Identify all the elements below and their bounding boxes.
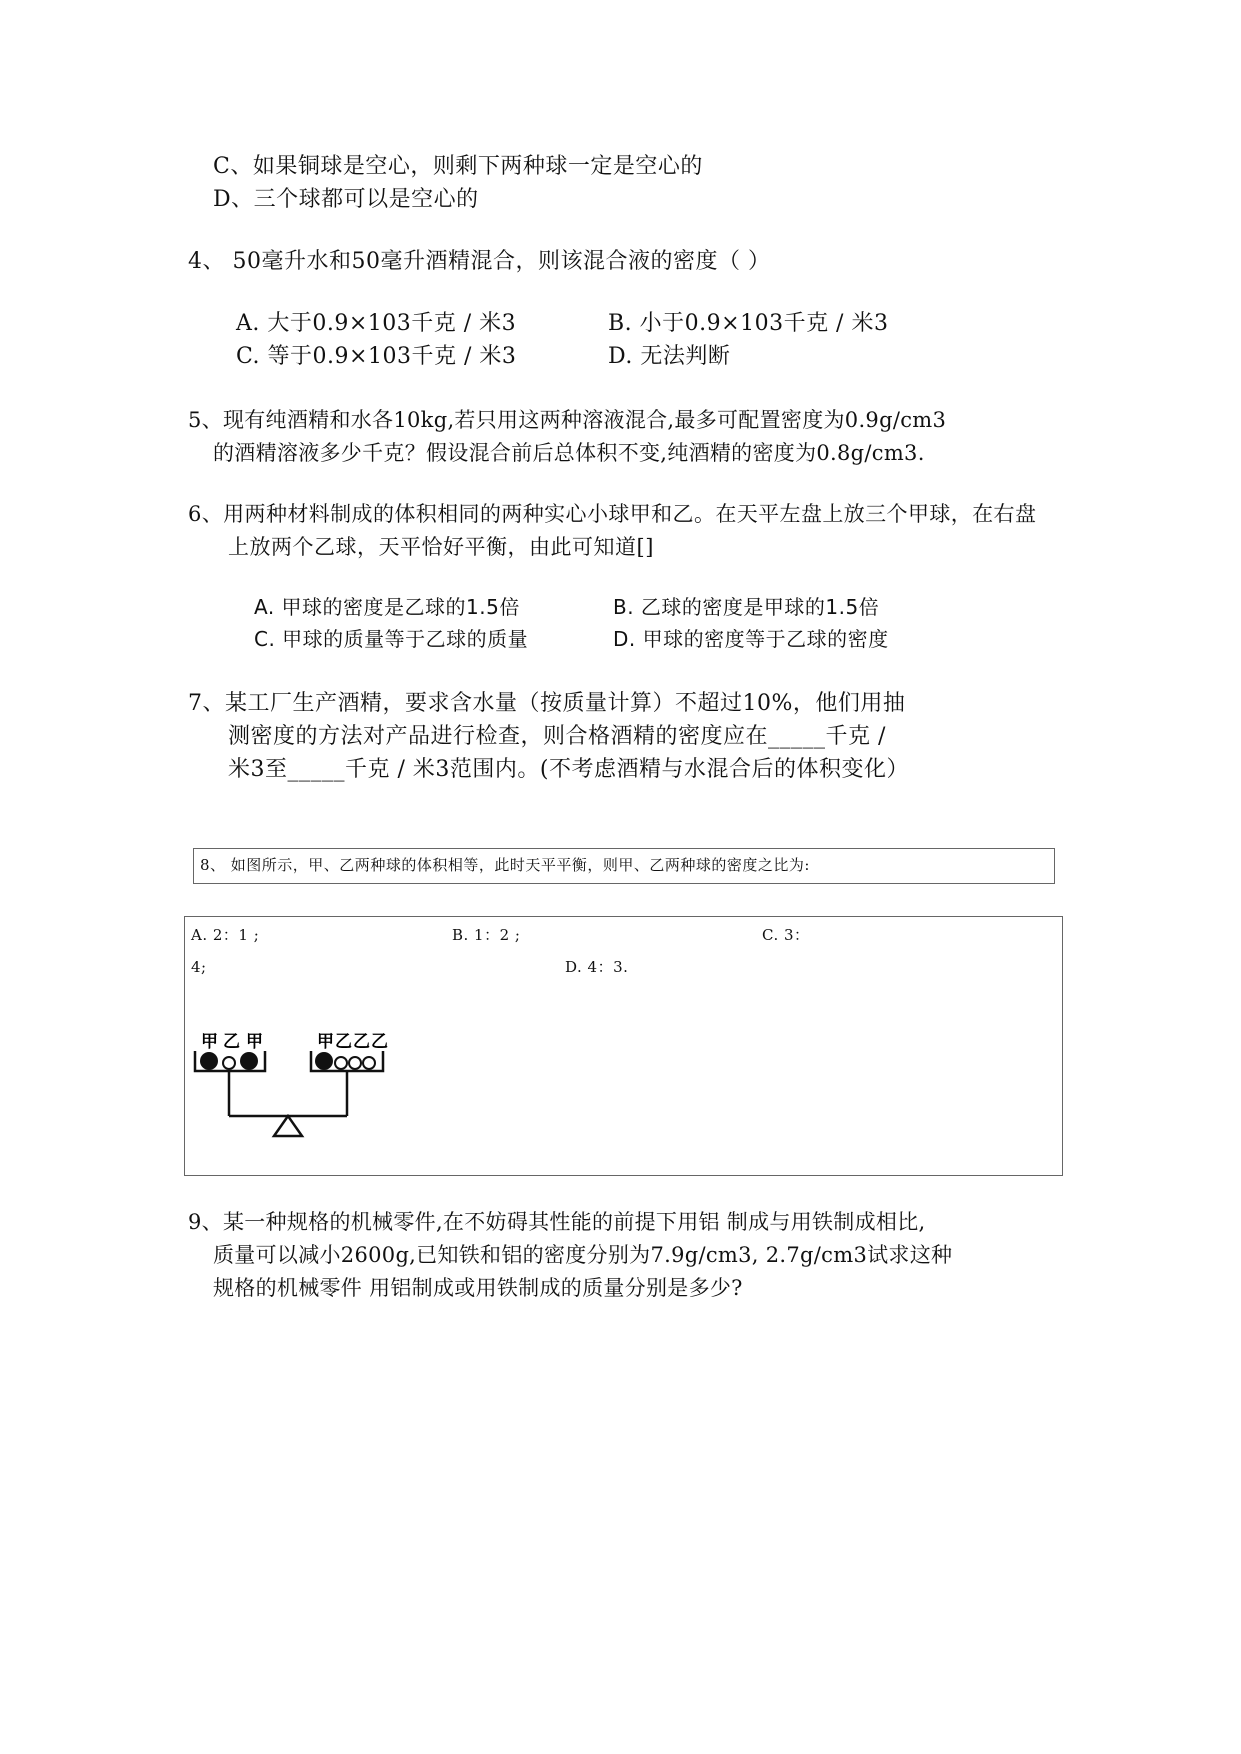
left-pan-label-2: 乙 [223,1032,240,1052]
q6-line1: 6、用两种材料制成的体积相同的两种实心小球甲和乙。在天平左盘上放三个甲球，在右盘 [188,502,1037,526]
q8-option-a: A. 2：1 ; [191,926,260,944]
q4-option-c: C. 等于0.9×103千克 / 米3 [236,344,517,369]
q6-option-d: D. 甲球的密度等于乙球的密度 [613,627,889,651]
q8-options-box [184,916,1063,1176]
q8-option-c: C. 3： [762,926,810,944]
left-ball-yi [223,1057,235,1069]
q8-option-b: B. 1：2 ; [452,926,521,944]
q7-line3: 米3至_____千克 / 米3范围内。(不考虑酒精与水混合后的体积变化） [228,757,909,782]
q5-line1: 5、现有纯酒精和水各10kg,若只用这两种溶液混合,最多可配置密度为0.9g/cm3 [188,408,947,432]
q6-option-c: C. 甲球的质量等于乙球的质量 [254,627,529,651]
right-pan-label-1: 甲 [317,1032,334,1052]
q3-option-c: C、如果铜球是空心，则剩下两种球一定是空心的 [213,154,703,179]
q6-line2: 上放两个乙球，天平恰好平衡，由此可知道[] [228,535,654,559]
q5-line2: 的酒精溶液多少千克？假设混合前后总体积不变,纯酒精的密度为0.8g/cm3. [213,441,925,465]
q6-option-a: A. 甲球的密度是乙球的1.5倍 [254,595,520,619]
q8-option-c-cont: 4; [191,958,207,976]
q7-line2: 测密度的方法对产品进行检查，则合格酒精的密度应在_____千克 / [228,724,886,749]
left-ball-jia-1 [200,1052,218,1070]
q4-option-b: B. 小于0.9×103千克 / 米3 [608,311,889,336]
q4-stem: 4、 50毫升水和50毫升酒精混合，则该混合液的密度（ ） [188,249,771,274]
left-ball-jia-2 [240,1052,258,1070]
right-pan-label-3: 乙 [353,1032,370,1052]
left-pan-label-1: 甲 [201,1032,218,1052]
q8-option-d: D. 4：3. [565,958,629,976]
q3-option-d: D、三个球都可以是空心的 [213,187,479,212]
q4-option-d: D. 无法判断 [608,344,731,369]
q9-line2: 质量可以减小2600g,已知铁和铝的密度分别为7.9g/cm3, 2.7g/cm3试求这种 [213,1243,953,1267]
right-ball-yi-1 [335,1057,347,1069]
balance-figure [185,1027,405,1167]
right-ball-yi-3 [363,1057,375,1069]
q9-line3: 规格的机械零件 用铝制成或用铁制成的质量分别是多少? [213,1276,743,1300]
right-ball-yi-2 [349,1057,361,1069]
right-ball-jia [315,1052,333,1070]
q8-stem: 8、 如图所示，甲、乙两种球的体积相等，此时天平平衡，则甲、乙两种球的密度之比为: [200,856,810,874]
q9-line1: 9、某一种规格的机械零件,在不妨碍其性能的前提下用铝 制成与用铁制成相比, [188,1210,926,1234]
q6-option-b: B. 乙球的密度是甲球的1.5倍 [613,595,880,619]
right-pan-label-4: 乙 [371,1032,388,1052]
fulcrum [274,1116,302,1136]
right-pan-label-2: 乙 [335,1032,352,1052]
q7-line1: 7、某工厂生产酒精，要求含水量（按质量计算）不超过10%，他们用抽 [188,691,906,716]
left-pan-label-3: 甲 [246,1032,263,1052]
q8-stem-box [193,848,1055,884]
q4-option-a: A. 大于0.9×103千克 / 米3 [236,311,517,336]
